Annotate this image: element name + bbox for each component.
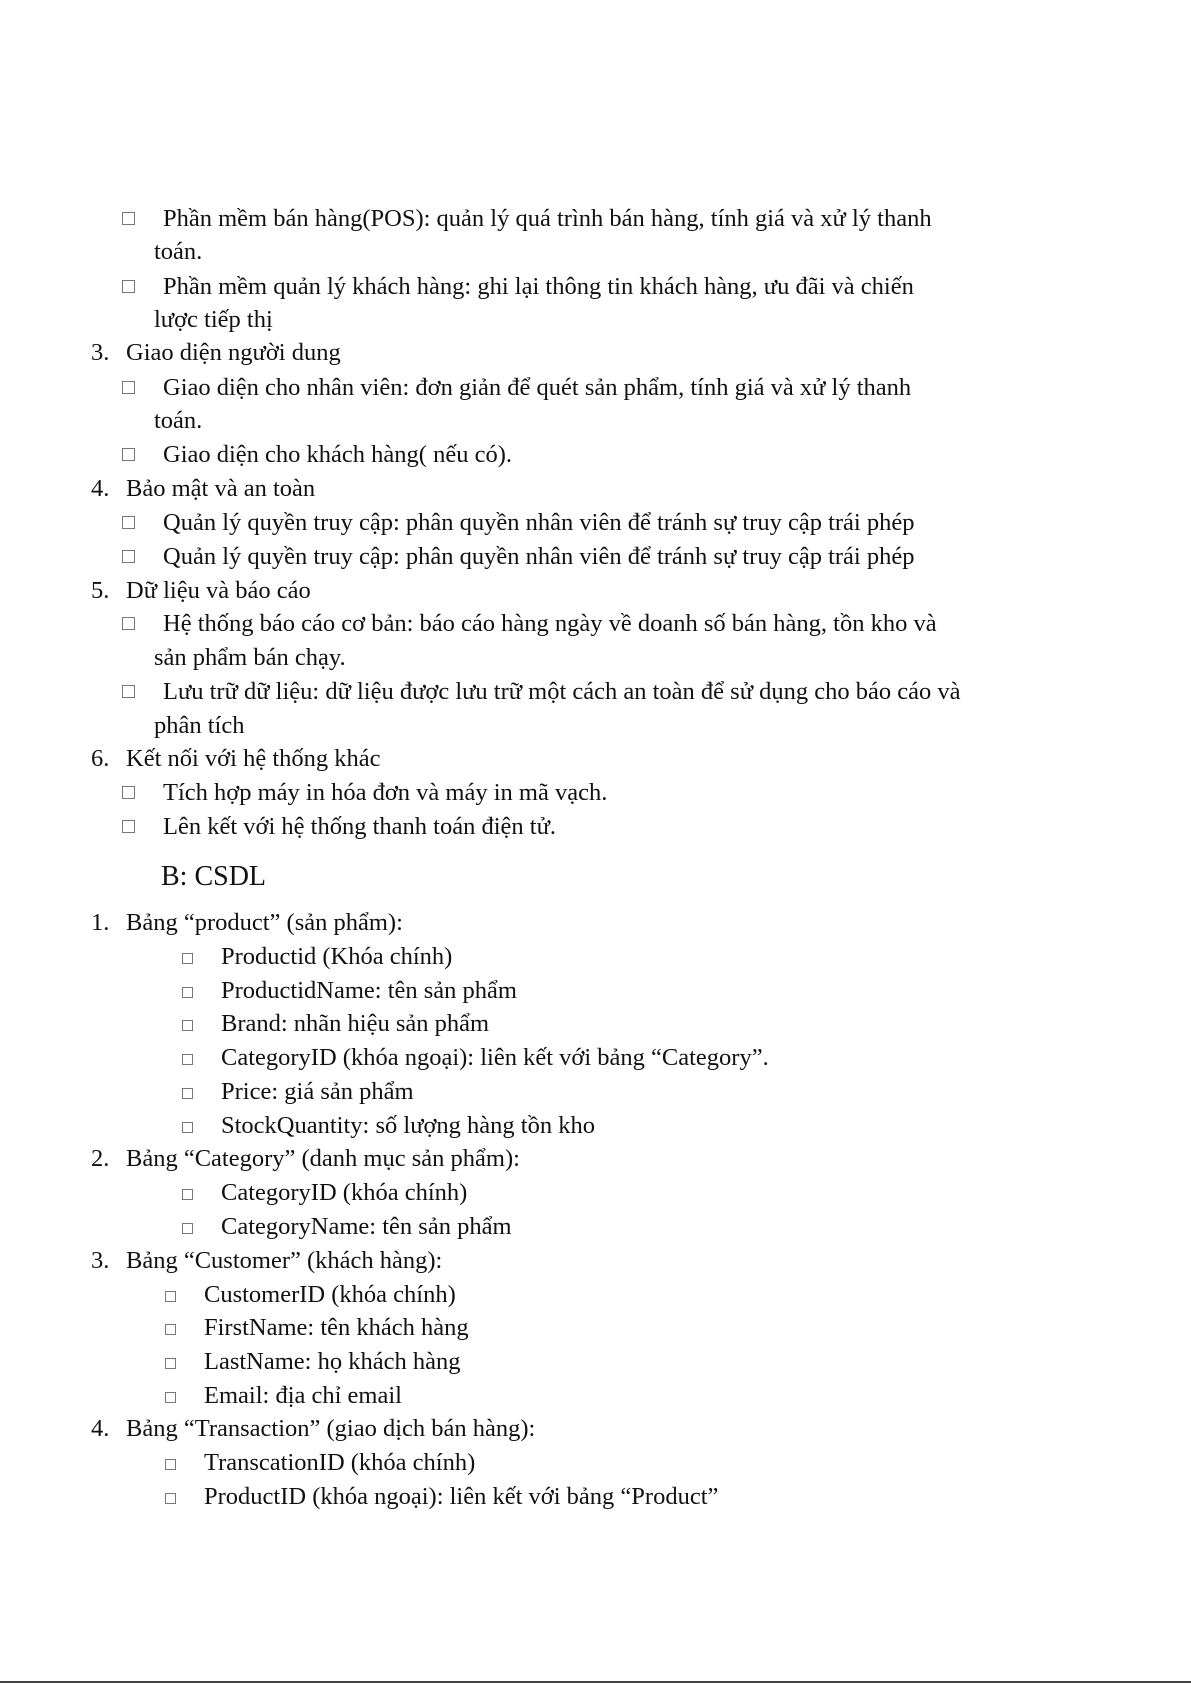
table-field: StockQuantity: số lượng hàng tồn kho xyxy=(221,1112,595,1139)
bullet-box-icon xyxy=(182,1122,193,1133)
bullet-box-icon xyxy=(182,1020,193,1031)
list-item-text: toán. xyxy=(154,407,203,434)
bullet-box-icon xyxy=(165,1291,176,1302)
bullet-box-icon xyxy=(165,1392,176,1403)
list-item-text: Lưu trữ dữ liệu: dữ liệu được lưu trữ một cách an toàn để sử dụng cho báo cáo và xyxy=(163,678,961,705)
table-field: ProductID (khóa ngoại): liên kết với bảng “Product” xyxy=(204,1483,719,1510)
bullet-box-icon xyxy=(122,516,135,529)
list-number: 4. xyxy=(91,475,110,502)
table-field: LastName: họ khách hàng xyxy=(204,1348,461,1375)
bullet-box-icon xyxy=(182,987,193,998)
bullet-box-icon xyxy=(182,953,193,964)
bullet-box-icon xyxy=(122,381,135,394)
bullet-box-icon xyxy=(122,212,135,225)
list-item-text: Quản lý quyền truy cập: phân quyền nhân viên để tránh sự truy cập trái phép xyxy=(163,509,915,536)
table-field: Brand: nhãn hiệu sản phẩm xyxy=(221,1010,490,1037)
list-heading: Bảo mật và an toàn xyxy=(126,475,316,502)
table-field: FirstName: tên khách hàng xyxy=(204,1314,469,1341)
table-field: Price: giá sản phẩm xyxy=(221,1078,414,1105)
table-title: Bảng “Category” (danh mục sản phẩm): xyxy=(126,1145,520,1172)
list-item-text: toán. xyxy=(154,238,203,265)
table-title: Bảng “product” (sản phẩm): xyxy=(126,909,403,936)
list-heading: Kết nối với hệ thống khác xyxy=(126,745,381,772)
list-item-text: Quản lý quyền truy cập: phân quyền nhân viên để tránh sự truy cập trái phép xyxy=(163,543,915,570)
table-field: Email: địa chỉ email xyxy=(204,1382,402,1409)
list-item-text: Phần mềm quản lý khách hàng: ghi lại thông tin khách hàng, ưu đãi và chiến xyxy=(163,273,914,300)
list-item-text: phân tích xyxy=(154,712,245,739)
table-title: Bảng “Transaction” (giao dịch bán hàng): xyxy=(126,1415,536,1442)
bullet-box-icon xyxy=(165,1459,176,1470)
table-field: CategoryID (khóa ngoại): liên kết với bảng “Category”. xyxy=(221,1044,769,1071)
bullet-box-icon xyxy=(122,448,135,461)
bullet-box-icon xyxy=(122,617,135,630)
list-number: 3. xyxy=(91,1247,110,1274)
list-number: 2. xyxy=(91,1145,110,1172)
table-title: Bảng “Customer” (khách hàng): xyxy=(126,1247,443,1274)
bullet-box-icon xyxy=(122,280,135,293)
list-number: 3. xyxy=(91,339,110,366)
bullet-box-icon xyxy=(122,550,135,563)
bullet-box-icon xyxy=(122,786,135,799)
table-field: CategoryID (khóa chính) xyxy=(221,1179,468,1206)
list-item-text: sản phẩm bán chạy. xyxy=(154,644,346,671)
bullet-box-icon xyxy=(122,820,135,833)
list-number: 5. xyxy=(91,577,110,604)
bullet-box-icon xyxy=(165,1358,176,1369)
bullet-box-icon xyxy=(165,1493,176,1504)
list-item-text: Lên kết với hệ thống thanh toán điện tử. xyxy=(163,813,556,840)
list-number: 6. xyxy=(91,745,110,772)
list-item-text: Tích hợp máy in hóa đơn và máy in mã vạch. xyxy=(163,779,608,806)
list-heading: Dữ liệu và báo cáo xyxy=(126,577,311,604)
table-field: ProductidName: tên sản phẩm xyxy=(221,977,517,1004)
table-field: TranscationID (khóa chính) xyxy=(204,1449,476,1476)
list-item-text: Giao diện cho nhân viên: đơn giản để quét sản phẩm, tính giá và xử lý thanh xyxy=(163,374,912,401)
section-title: B: CSDL xyxy=(161,861,267,892)
bullet-box-icon xyxy=(165,1324,176,1335)
bullet-box-icon xyxy=(122,685,135,698)
list-number: 4. xyxy=(91,1415,110,1442)
table-field: CustomerID (khóa chính) xyxy=(204,1281,456,1308)
table-field: Productid (Khóa chính) xyxy=(221,943,453,970)
bullet-box-icon xyxy=(182,1054,193,1065)
list-item-text: Giao diện cho khách hàng( nếu có). xyxy=(163,441,512,468)
bullet-box-icon xyxy=(182,1223,193,1234)
list-item-text: lược tiếp thị xyxy=(154,306,273,333)
list-heading: Giao diện người dung xyxy=(126,339,341,366)
bullet-box-icon xyxy=(182,1189,193,1200)
list-item-text: Phần mềm bán hàng(POS): quản lý quá trình bán hàng, tính giá và xử lý thanh xyxy=(163,205,932,232)
list-item-text: Hệ thống báo cáo cơ bản: báo cáo hàng ngày về doanh số bán hàng, tồn kho và xyxy=(163,610,937,637)
table-field: CategoryName: tên sản phẩm xyxy=(221,1213,512,1240)
page-bottom-rule xyxy=(0,1681,1191,1683)
bullet-box-icon xyxy=(182,1088,193,1099)
list-number: 1. xyxy=(91,909,110,936)
